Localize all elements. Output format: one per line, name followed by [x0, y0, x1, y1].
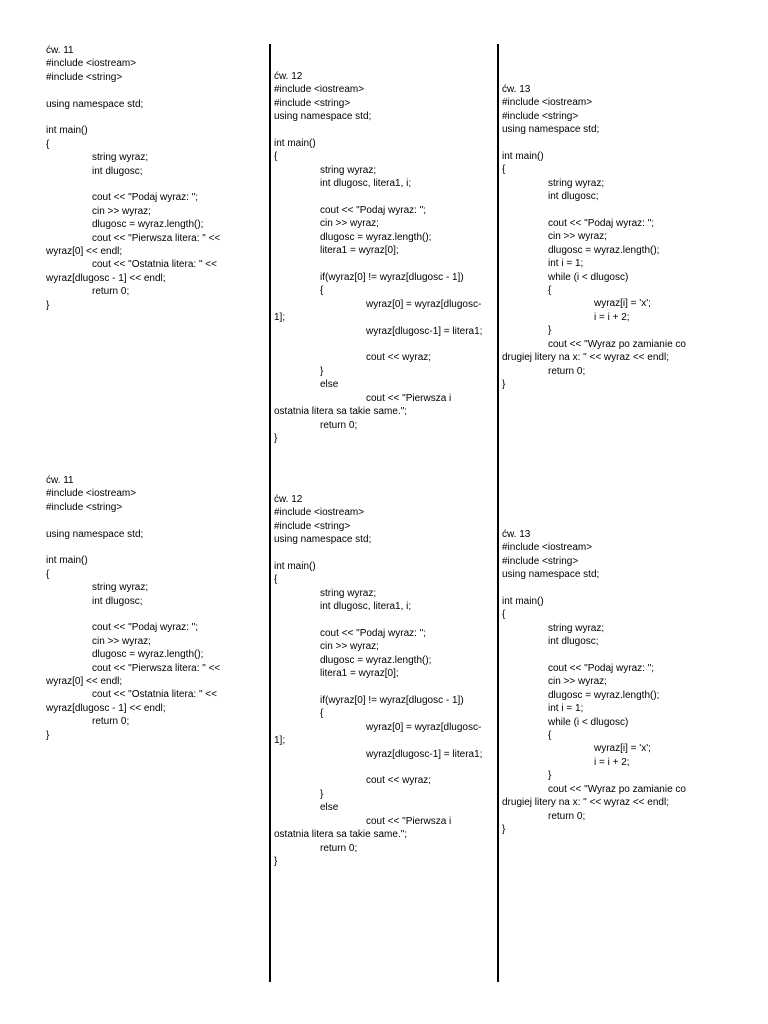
- code-line: cin >> wyraz;: [92, 635, 151, 647]
- code-line: return 0;: [320, 842, 358, 854]
- code-line: #include <iostream>: [46, 58, 137, 70]
- code-line: int dlugosc, litera1, i;: [320, 601, 412, 613]
- code-line: if(wyraz[0] != wyraz[dlugosc - 1]): [320, 272, 464, 284]
- code-line: using namespace std;: [46, 98, 144, 110]
- code-line: cout << wyraz;: [366, 775, 432, 787]
- code-line: cin >> wyraz;: [548, 231, 607, 243]
- code-line: wyraz[dlugosc-1] = litera1;: [366, 748, 483, 760]
- code-line: dlugosc = wyraz.length();: [548, 244, 660, 256]
- code-line: int main(): [274, 561, 316, 573]
- code-block-ex11-bottom: [46, 474, 264, 742]
- code-line: #include <string>: [46, 501, 123, 513]
- code-line: while (i < dlugosc): [548, 271, 629, 283]
- code-line: }: [320, 788, 324, 800]
- code-line: string wyraz;: [548, 622, 605, 634]
- code-line: wyraz[dlugosc - 1] << endl;: [46, 702, 166, 714]
- exercise-heading: ćw. 11: [46, 45, 74, 56]
- code-line: }: [46, 299, 50, 311]
- code-line: return 0;: [320, 419, 358, 431]
- exercise-heading: ćw. 11: [46, 475, 74, 486]
- code-line: #include <iostream>: [274, 84, 365, 96]
- exercise-heading: ćw. 12: [274, 494, 303, 505]
- code-line: int main(): [502, 151, 544, 163]
- code-line: dlugosc = wyraz.length();: [92, 219, 204, 231]
- code-line: int i = 1;: [548, 703, 584, 715]
- code-line: litera1 = wyraz[0];: [320, 245, 399, 257]
- code-line: int main(): [274, 138, 316, 150]
- code-line: cout << "Wyraz po zamianie co: [548, 338, 686, 350]
- code-line: [502, 204, 726, 217]
- code-line: cout << "Podaj wyraz: ";: [320, 628, 427, 640]
- code-line: [46, 178, 264, 191]
- code-line: }: [502, 378, 506, 390]
- code-line: {: [274, 151, 278, 163]
- code-line: #include <string>: [46, 71, 123, 83]
- code-line: int main(): [502, 596, 544, 608]
- code-line: cin >> wyraz;: [320, 218, 379, 230]
- code-line: if(wyraz[0] != wyraz[dlugosc - 1]): [320, 695, 464, 707]
- code-line: int dlugosc;: [548, 636, 599, 648]
- code-block-ex11-top: [46, 44, 264, 312]
- code-line: return 0;: [548, 365, 586, 377]
- code-line: cout << wyraz;: [366, 352, 432, 364]
- code-line: }: [46, 729, 50, 741]
- code-line: cin >> wyraz;: [548, 676, 607, 688]
- exercise-heading: ćw. 12: [274, 71, 303, 82]
- code-line: cout << "Podaj wyraz: ";: [548, 663, 655, 675]
- code-line: wyraz[0] = wyraz[dlugosc-: [366, 721, 482, 733]
- code-line: string wyraz;: [320, 587, 377, 599]
- code-line: [274, 338, 494, 351]
- code-line: #include <string>: [502, 110, 579, 122]
- code-line: int main(): [46, 555, 88, 567]
- code-line: #include <string>: [274, 97, 351, 109]
- code-line: [46, 514, 264, 527]
- code-line: wyraz[dlugosc-1] = litera1;: [366, 325, 483, 337]
- code-line: i = i + 2;: [594, 756, 630, 768]
- code-line: [274, 547, 494, 560]
- code-line: [502, 137, 726, 150]
- code-line: [274, 614, 494, 627]
- code-line: }: [502, 823, 506, 835]
- code-line: {: [46, 568, 50, 580]
- code-line: using namespace std;: [46, 528, 144, 540]
- code-line: else: [320, 802, 339, 814]
- code-line: [46, 111, 264, 124]
- code-line: cout << "Podaj wyraz: ";: [92, 192, 199, 204]
- code-line: else: [320, 379, 339, 391]
- code-line: [46, 541, 264, 554]
- code-line: [502, 649, 726, 662]
- code-line: wyraz[0] << endl;: [46, 676, 123, 688]
- code-line: while (i < dlugosc): [548, 716, 629, 728]
- code-line: using namespace std;: [502, 569, 600, 581]
- code-line: #include <iostream>: [274, 507, 365, 519]
- code-line: cin >> wyraz;: [92, 205, 151, 217]
- code-line: [274, 191, 494, 204]
- code-line: {: [320, 285, 324, 297]
- code-line: string wyraz;: [92, 582, 149, 594]
- code-line: #include <string>: [274, 520, 351, 532]
- code-line: cout << "Ostatnia litera: " <<: [92, 259, 217, 271]
- code-line: using namespace std;: [274, 111, 372, 123]
- code-line: [46, 84, 264, 97]
- code-line: cout << "Podaj wyraz: ";: [548, 218, 655, 230]
- code-line: {: [320, 708, 324, 720]
- code-line: litera1 = wyraz[0];: [320, 668, 399, 680]
- code-line: cout << "Pierwsza i: [366, 392, 452, 404]
- code-line: dlugosc = wyraz.length();: [548, 689, 660, 701]
- code-line: [274, 258, 494, 271]
- code-line: return 0;: [92, 716, 130, 728]
- code-line: }: [274, 855, 278, 867]
- code-block-ex12-bottom: [274, 493, 494, 868]
- code-line: 1];: [274, 735, 286, 747]
- code-line: [274, 761, 494, 774]
- code-line: cout << "Podaj wyraz: ";: [320, 205, 427, 217]
- code-line: using namespace std;: [502, 124, 600, 136]
- code-line: cout << "Pierwsza litera: " <<: [92, 232, 221, 244]
- code-line: ostatnia litera sa takie same.";: [274, 829, 408, 841]
- column-divider-right: [497, 44, 499, 982]
- code-line: string wyraz;: [548, 177, 605, 189]
- code-line: 1];: [274, 312, 286, 324]
- code-line: ostatnia litera sa takie same.";: [274, 406, 408, 418]
- code-line: {: [46, 138, 50, 150]
- code-block-ex12-top: [274, 70, 494, 445]
- code-line: wyraz[i] = 'x';: [594, 298, 651, 310]
- code-line: #include <iostream>: [46, 488, 137, 500]
- code-line: dlugosc = wyraz.length();: [320, 654, 432, 666]
- column-divider-left: [269, 44, 271, 982]
- code-line: drugiej litery na x: " << wyraz << endl;: [502, 797, 669, 809]
- code-line: #include <string>: [502, 555, 579, 567]
- code-line: drugiej litery na x: " << wyraz << endl;: [502, 352, 669, 364]
- code-line: cout << "Pierwsza i: [366, 815, 452, 827]
- code-line: using namespace std;: [274, 534, 372, 546]
- code-line: wyraz[0] = wyraz[dlugosc-: [366, 298, 482, 310]
- code-line: cout << "Pierwsza litera: " <<: [92, 662, 221, 674]
- code-line: string wyraz;: [92, 152, 149, 164]
- code-line: }: [320, 365, 324, 377]
- code-line: {: [548, 285, 552, 297]
- code-line: }: [548, 325, 552, 337]
- code-block-ex13-bottom: [502, 528, 726, 836]
- code-line: [502, 582, 726, 595]
- code-line: int dlugosc;: [92, 165, 143, 177]
- code-line: dlugosc = wyraz.length();: [92, 649, 204, 661]
- code-line: [46, 608, 264, 621]
- exercise-heading: ćw. 13: [502, 529, 531, 540]
- code-line: return 0;: [548, 810, 586, 822]
- code-line: [274, 681, 494, 694]
- code-line: wyraz[dlugosc - 1] << endl;: [46, 272, 166, 284]
- code-line: int dlugosc;: [548, 191, 599, 203]
- exercise-heading: ćw. 13: [502, 84, 531, 95]
- code-line: wyraz[0] << endl;: [46, 246, 123, 258]
- code-line: return 0;: [92, 286, 130, 298]
- code-line: {: [548, 730, 552, 742]
- code-line: #include <iostream>: [502, 542, 593, 554]
- code-line: {: [502, 609, 506, 621]
- code-line: {: [502, 164, 506, 176]
- code-line: cout << "Ostatnia litera: " <<: [92, 689, 217, 701]
- code-line: }: [548, 770, 552, 782]
- code-line: }: [274, 432, 278, 444]
- code-line: string wyraz;: [320, 164, 377, 176]
- code-line: int dlugosc, litera1, i;: [320, 178, 412, 190]
- code-line: #include <iostream>: [502, 97, 593, 109]
- code-line: [274, 124, 494, 137]
- code-line: int dlugosc;: [92, 595, 143, 607]
- code-line: int i = 1;: [548, 258, 584, 270]
- code-line: dlugosc = wyraz.length();: [320, 231, 432, 243]
- code-line: cout << "Podaj wyraz: ";: [92, 622, 199, 634]
- code-line: wyraz[i] = 'x';: [594, 743, 651, 755]
- code-line: int main(): [46, 125, 88, 137]
- code-line: {: [274, 574, 278, 586]
- code-block-ex13-top: [502, 83, 726, 391]
- code-line: cout << "Wyraz po zamianie co: [548, 783, 686, 795]
- code-line: cin >> wyraz;: [320, 641, 379, 653]
- code-line: i = i + 2;: [594, 311, 630, 323]
